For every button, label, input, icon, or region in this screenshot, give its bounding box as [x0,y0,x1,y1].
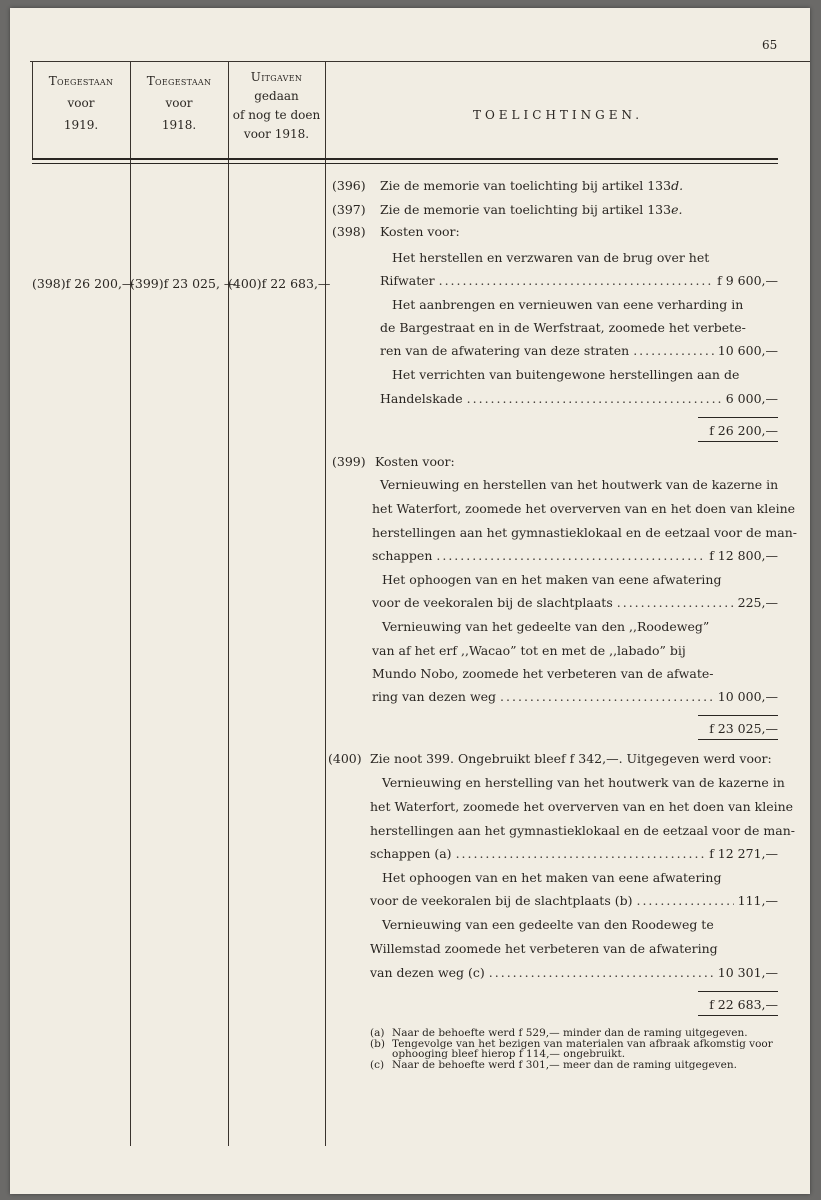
table-top-rule [30,61,810,62]
note-400-entry-weg [370,965,778,980]
header-toegestaan-1918 [130,70,228,136]
note-399-line: Vernieuwing van het gedeelte van den ,,Roodeweg” [382,619,710,634]
header-line: Toegestaan [146,74,212,88]
note-398-entry-handelskade [380,391,778,406]
note-398-line: Het verrichten van buitengewone herstellingen aan de [392,367,740,382]
note-400-entry-schappen [370,846,778,861]
note-text: Zie de memorie van toelichting bij artikel 133 [380,202,672,217]
header-uitgaven [228,68,325,144]
page-number: 65 [762,38,778,52]
note-number: (396) [332,178,366,193]
note-399-line: Het ophoogen van en het maken van eene afwatering [382,572,722,587]
leader-dots [456,846,706,861]
note-400-line: Vernieuwing van een gedeelte van den Roodeweg te [382,917,714,932]
note-399-intro: Kosten voor: [375,454,455,469]
entry-value: 10 000,— [717,689,778,704]
leader-dots [500,689,714,704]
entry-label: ring van dezen weg [372,689,497,704]
leader-dots [439,273,714,288]
entry-label: Handelskade [380,391,463,406]
header-line: voor [67,96,95,110]
footnote-tag: (a) [370,1027,385,1039]
header-line: voor [165,96,193,110]
note-400-line: het Waterfort, zoomede het oververven van en het doen van kleine [370,799,794,814]
note-400-line: Vernieuwing en herstelling van het houtwerk van de kazerne in [382,775,785,790]
leader-dots [467,391,722,406]
amount-1918: (399)f 23 025, — [130,276,237,291]
column-divider [325,61,326,1146]
footnote-text: ophooging bleef hierop f 114,— ongebruikt. [392,1048,626,1060]
entry-label: van dezen weg (c) [370,965,485,980]
column-divider [130,61,131,1146]
note-400-line: Willemstad zoomede het verbeteren van de afwatering [370,941,718,956]
document-page [10,8,810,1194]
note-399-entry-schappen [372,548,778,563]
note-399-line: Mundo Nobo, zoomede het verbeteren van de afwate- [372,666,714,681]
header-toegestaan-1919 [32,70,130,136]
entry-label: Rifwater [380,273,435,288]
sum-rule [698,991,778,992]
entry-value: 111,— [737,893,778,908]
header-line: Toegestaan [48,74,114,88]
leader-dots [636,893,733,908]
sum-rule [698,739,778,740]
leader-dots [617,595,734,610]
header-rule-thick [32,158,778,160]
footnote [370,1060,737,1071]
note-398-total: f 26 200,— [709,423,778,438]
footnote-text: Tengevolge van het bezigen van materialen van afbraak afkomstig voor [392,1038,773,1050]
note-number: (397) [332,202,366,217]
leader-dots [436,548,705,563]
sum-rule [698,715,778,716]
entry-value: 10 600,— [717,343,778,358]
note-397-text [380,202,682,217]
header-line: Uitgaven [250,70,303,84]
entry-label: schappen (a) [370,846,452,861]
footnote-text: Naar de behoefte werd f 301,— meer dan de raming uitgegeven. [392,1059,737,1071]
note-398-line: Het aanbrengen en vernieuwen van eene verharding in [392,297,744,312]
header-line: of nog te doen [232,108,321,122]
note-398-line: de Bargestraat en in de Werfstraat, zoomede het verbete- [380,320,746,335]
header-toelichtingen: TOELICHTINGEN. [472,108,644,122]
footnote-tag: (c) [370,1059,385,1071]
note-400-entry-slachtplaats [370,893,778,908]
leader-dots [489,965,714,980]
note-399-line: herstellingen aan het gymnastieklokaal en de eetzaal voor de man- [372,525,797,540]
note-400-total: f 22 683,— [709,997,778,1012]
note-399-line: het Waterfort, zoomede het oververven van en het doen van kleine [372,501,796,516]
amount-uitgaven: (400)f 22 683,— [228,276,331,291]
note-number: (398) [332,224,366,239]
header-line: 1918. [161,118,197,132]
entry-value: f 12 800,— [709,548,778,563]
note-number: (400) [328,751,362,766]
note-400-line: Het ophoogen van en het maken van eene afwatering [382,870,722,885]
amount-1919: (398)f 26 200,— [32,276,135,291]
entry-label: voor de veekoralen bij de slachtplaats [372,595,613,610]
sum-rule [698,441,778,442]
note-suffix: e. [671,202,683,217]
note-398-entry-rifwater [380,273,778,288]
header-line: gedaan [254,89,299,103]
note-number: (399) [332,454,366,469]
note-400-intro: Zie noot 399. Ongebruikt bleef f 342,—. Uitgegeven werd voor: [370,751,772,766]
sum-rule [698,417,778,418]
entry-value: 10 301,— [717,965,778,980]
entry-label: schappen [372,548,433,563]
header-line: 1919. [63,118,99,132]
note-399-total: f 23 025,— [709,721,778,736]
column-divider [228,61,229,1146]
note-398-entry-straten [380,343,778,358]
note-398-line: Het herstellen en verzwaren van de brug over het [392,250,710,265]
entry-value: f 12 271,— [709,846,778,861]
footnote-tag: (b) [370,1038,385,1050]
note-suffix: d. [671,178,684,193]
entry-label: ren van de afwatering van deze straten [380,343,630,358]
note-399-entry-weg [372,689,778,704]
note-400-line: herstellingen aan het gymnastieklokaal en de eetzaal voor de man- [370,823,795,838]
note-text: Zie de memorie van toelichting bij artikel 133 [380,178,672,193]
note-398-intro: Kosten voor: [380,224,460,239]
header-rule-thin [32,163,778,164]
entry-value: f 9 600,— [717,273,778,288]
entry-value: 225,— [737,595,778,610]
note-399-entry-slachtplaats [372,595,778,610]
note-399-line: Vernieuwing en herstellen van het houtwerk van de kazerne in [380,477,779,492]
header-line: voor 1918. [243,127,310,141]
entry-label: voor de veekoralen bij de slachtplaats (b) [370,893,633,908]
sum-rule [698,1015,778,1016]
leader-dots [633,343,714,358]
entry-value: 6 000,— [725,391,778,406]
footnote-text: Naar de behoefte werd f 529,— minder dan de raming uitgegeven. [392,1027,748,1039]
note-399-line: van af het erf ,,Wacao” tot en met de ,,labado” bij [372,643,686,658]
note-396-text [380,178,683,193]
